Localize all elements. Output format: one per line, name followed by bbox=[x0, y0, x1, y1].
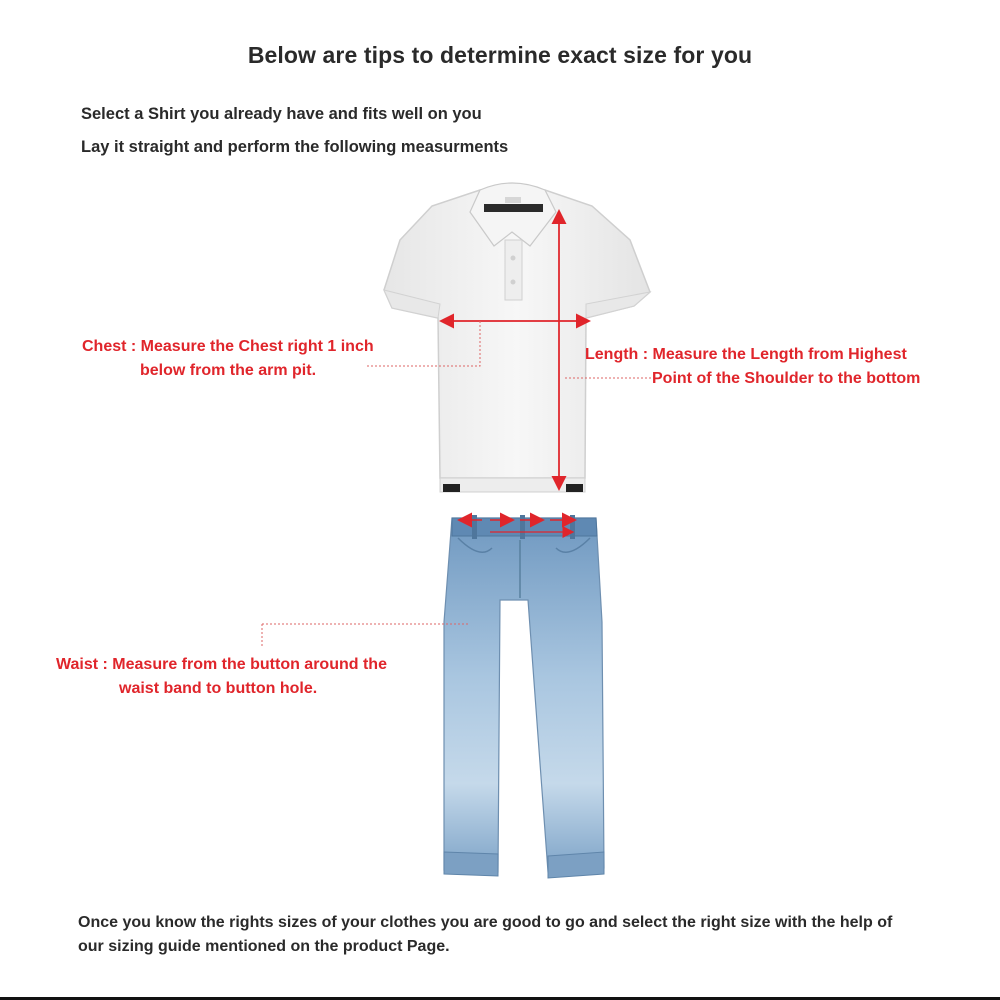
waist-instruction-line2: waist band to button hole. bbox=[119, 680, 318, 697]
length-instruction-line1: Length : Measure the Length from Highest bbox=[585, 346, 907, 363]
polo-shirt-illustration bbox=[384, 183, 650, 492]
footer-note-line1: Once you know the rights sizes of your clothes you are good to go and select the right size with the help of bbox=[78, 914, 893, 931]
waist-instruction-line1: Waist : Measure from the button around the bbox=[56, 656, 387, 673]
footer-note-line2: our sizing guide mentioned on the product Page. bbox=[78, 938, 450, 955]
intro-line-lay-straight: Lay it straight and perform the following measurments bbox=[81, 138, 509, 156]
intro-line-select-shirt: Select a Shirt you already have and fits well on you bbox=[81, 105, 482, 123]
page-title: Below are tips to determine exact size for you bbox=[247, 42, 753, 68]
length-instruction bbox=[585, 343, 920, 391]
jeans-illustration bbox=[444, 515, 604, 878]
chest-instruction-line1: Chest : Measure the Chest right 1 inch bbox=[82, 338, 374, 355]
length-instruction-line2: Point of the Shoulder to the bottom bbox=[652, 370, 921, 387]
waist-instruction bbox=[56, 653, 387, 701]
footer-note bbox=[78, 911, 958, 959]
chest-instruction bbox=[82, 335, 374, 383]
chest-instruction-line2: below from the arm pit. bbox=[140, 362, 317, 379]
